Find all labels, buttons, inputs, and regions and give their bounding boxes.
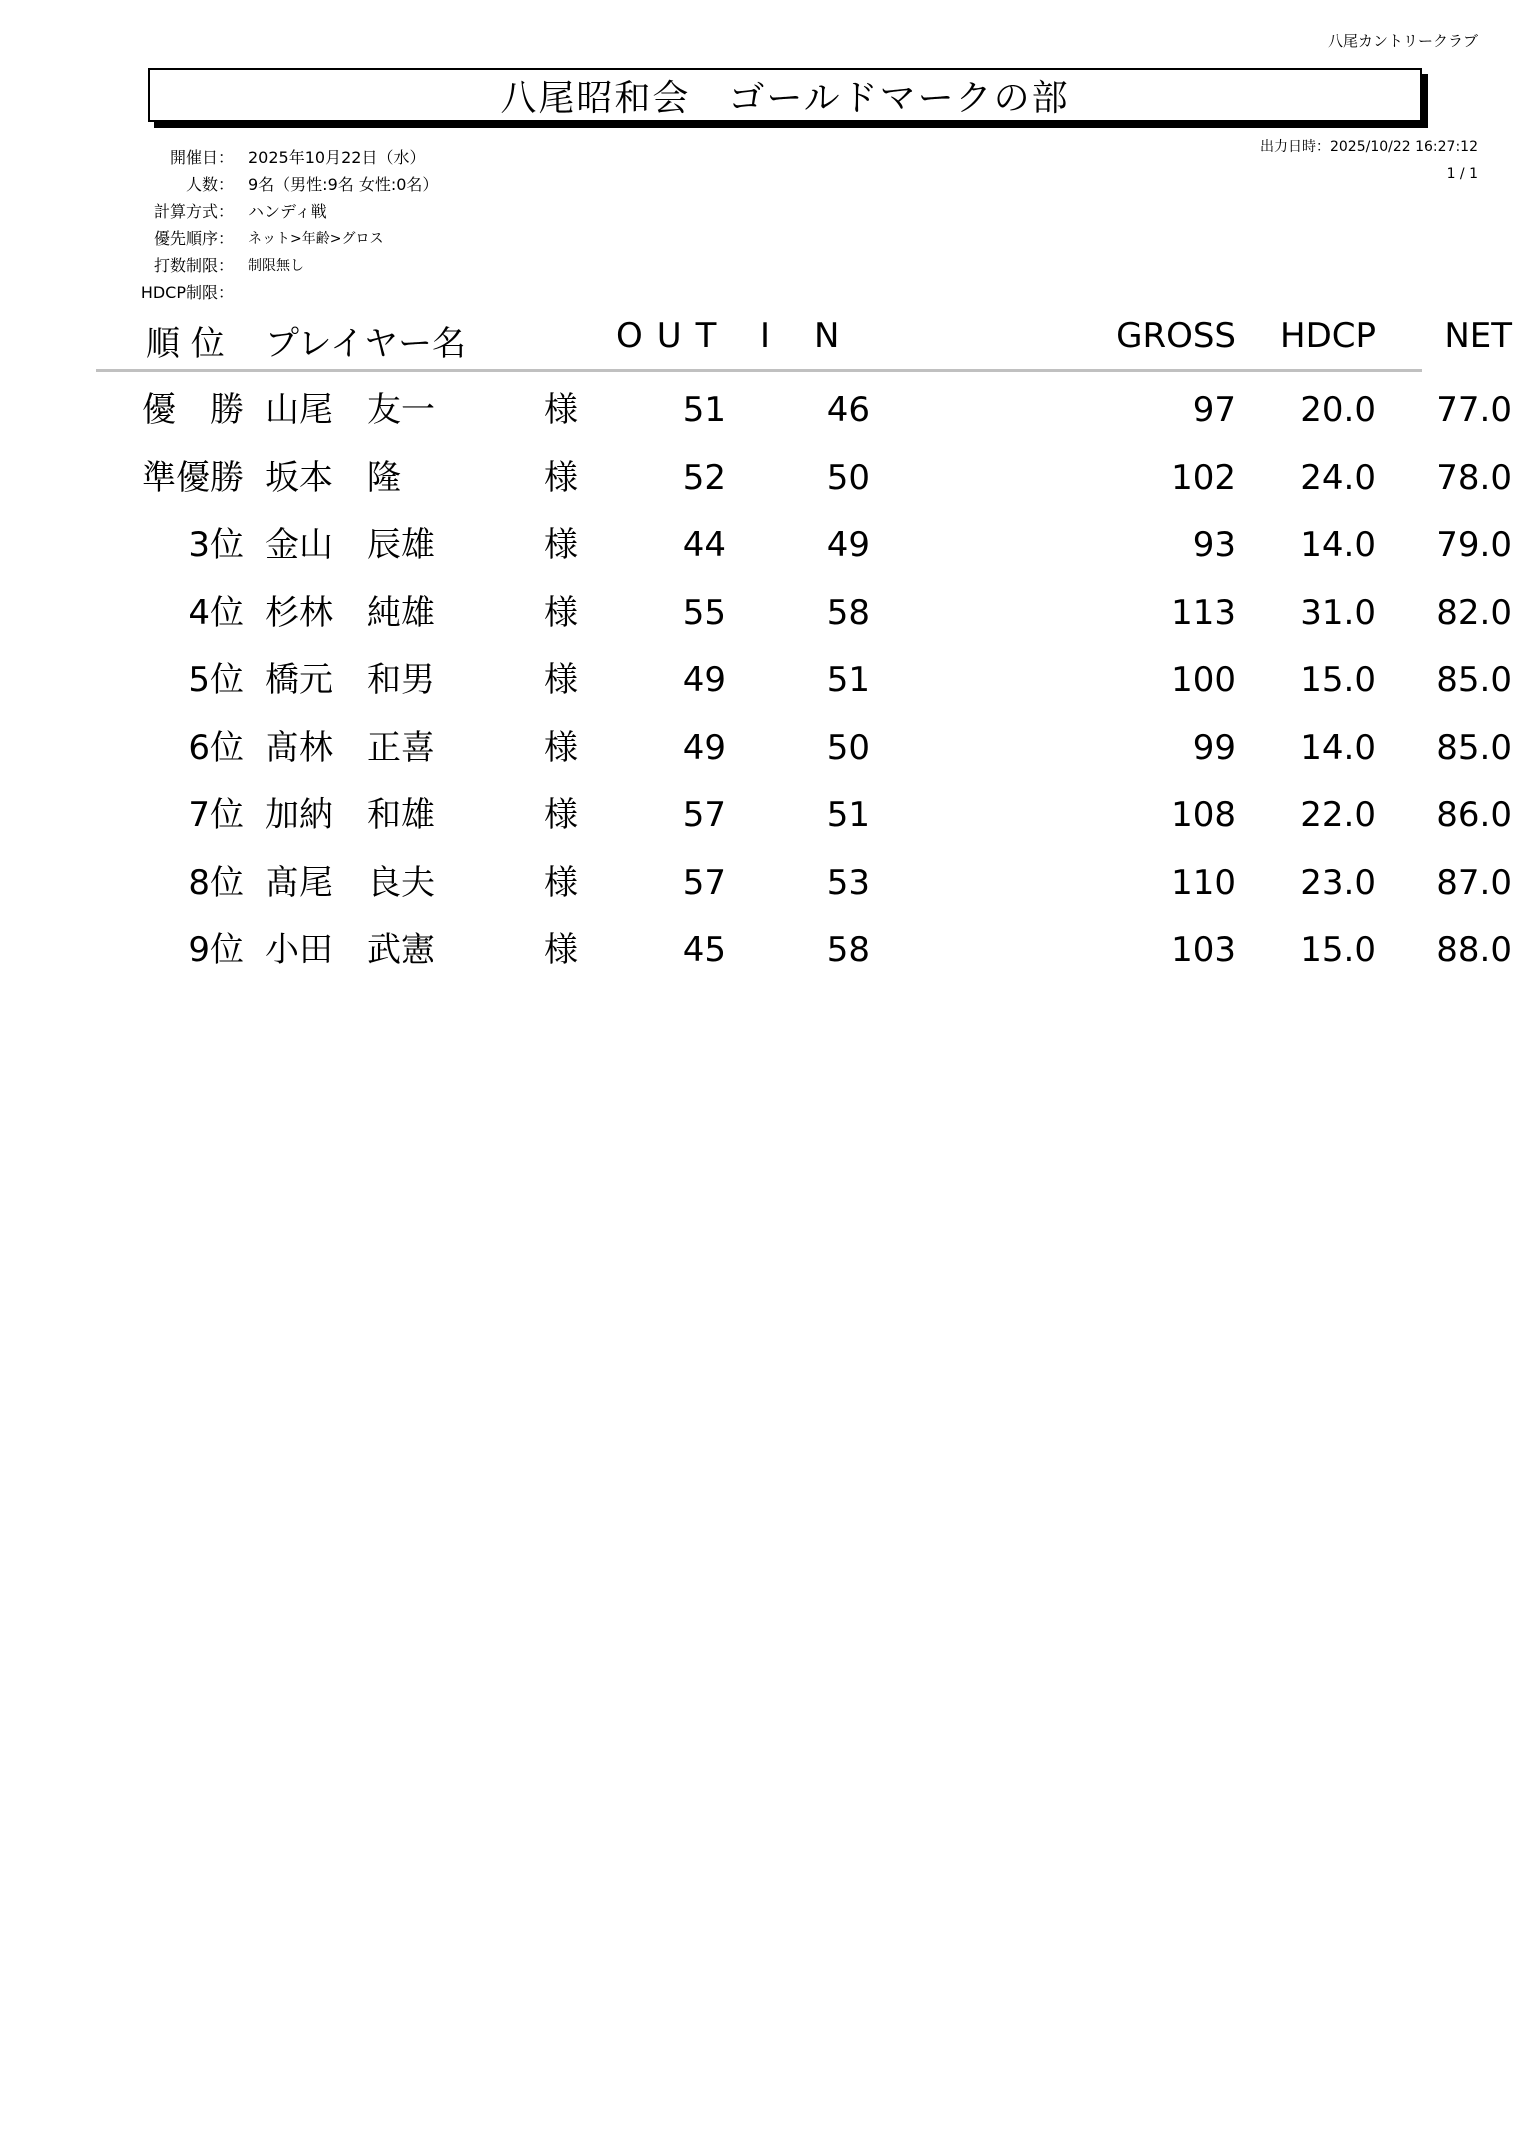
rank-cell: 9位 — [188, 930, 244, 970]
honorific-cell: 様 — [544, 795, 578, 835]
gross-cell: 108 — [1171, 795, 1236, 835]
meta-value: 制限無し — [248, 257, 304, 274]
gross-cell: 97 — [1192, 390, 1236, 430]
net-cell: 87.0 — [1436, 862, 1512, 903]
rank-cell: 6位 — [188, 727, 244, 768]
hdcp-cell: 14.0 — [1300, 525, 1376, 565]
net-cell: 88.0 — [1436, 930, 1512, 970]
in-cell: 50 — [826, 457, 870, 498]
hdcp-cell: 31.0 — [1300, 592, 1376, 633]
net-cell: 78.0 — [1436, 457, 1512, 498]
net-cell: 82.0 — [1436, 592, 1512, 633]
output-datetime: 出力日時：2025/10/22 16:27:12 — [1259, 139, 1478, 155]
event-meta — [130, 143, 438, 305]
header-net: NET — [1444, 316, 1512, 356]
net-cell: 77.0 — [1436, 390, 1512, 430]
in-cell: 51 — [826, 795, 870, 835]
player-name-cell: 髙林 正喜 — [265, 727, 435, 768]
player-name-cell: 杉林 純雄 — [265, 592, 435, 633]
hdcp-cell: 23.0 — [1300, 862, 1376, 903]
player-name-cell: 山尾 友一 — [265, 390, 435, 430]
in-cell: 58 — [826, 930, 870, 970]
club-name: 八尾カントリークラブ — [1327, 32, 1478, 50]
meta-label: 打数制限： — [153, 256, 234, 275]
hdcp-cell: 24.0 — [1300, 457, 1376, 498]
net-cell: 85.0 — [1436, 660, 1512, 700]
table-row — [96, 654, 1512, 722]
meta-priority — [130, 224, 438, 251]
rank-cell: 優 勝 — [142, 390, 244, 430]
table-row — [96, 452, 1512, 520]
meta-label: HDCP制限： — [140, 283, 234, 302]
honorific-cell: 様 — [544, 390, 578, 430]
rank-cell: 5位 — [188, 660, 244, 700]
header-out: OUT — [616, 316, 731, 356]
output-info — [1260, 134, 1478, 188]
gross-cell: 113 — [1171, 592, 1236, 633]
meta-value: ネット>年齢>グロス — [248, 230, 384, 247]
out-cell: 45 — [682, 930, 726, 970]
table-row — [96, 722, 1512, 790]
hdcp-cell: 22.0 — [1300, 795, 1376, 835]
in-cell: 53 — [826, 862, 870, 903]
out-cell: 52 — [682, 457, 726, 498]
results-header — [96, 316, 1512, 368]
table-row — [96, 857, 1512, 925]
out-cell: 57 — [682, 862, 726, 903]
header-divider — [96, 369, 1422, 372]
net-cell: 85.0 — [1436, 727, 1512, 768]
out-cell: 55 — [682, 592, 726, 633]
rank-cell: 7位 — [188, 795, 244, 835]
honorific-cell: 様 — [544, 727, 578, 768]
meta-stroke-limit — [130, 251, 438, 278]
rank-cell: 4位 — [188, 592, 244, 633]
honorific-cell: 様 — [544, 525, 578, 565]
meta-label: 人数： — [185, 175, 234, 194]
meta-date — [130, 143, 438, 170]
table-row — [96, 519, 1512, 587]
header-gross: GROSS — [1116, 316, 1236, 356]
header-rank: 順 位 — [146, 324, 225, 364]
out-cell: 57 — [682, 795, 726, 835]
header-player: プレイヤー名 — [265, 324, 466, 364]
meta-hdcp-limit — [130, 278, 438, 305]
in-cell: 46 — [826, 390, 870, 430]
net-cell: 79.0 — [1436, 525, 1512, 565]
in-cell: 58 — [826, 592, 870, 633]
in-cell: 51 — [826, 660, 870, 700]
player-name-cell: 橋元 和男 — [265, 660, 435, 700]
rank-cell: 8位 — [188, 862, 244, 903]
gross-cell: 100 — [1171, 660, 1236, 700]
in-cell: 50 — [826, 727, 870, 768]
rank-cell: 準優勝 — [142, 457, 244, 498]
meta-value: 9名（男性:9名 女性:0名） — [248, 175, 439, 194]
meta-count — [130, 170, 438, 197]
player-name-cell: 坂本 隆 — [265, 457, 401, 498]
page-number: 1 / 1 — [1446, 166, 1478, 182]
out-cell: 49 — [682, 660, 726, 700]
header-hdcp: HDCP — [1280, 316, 1376, 356]
honorific-cell: 様 — [544, 930, 578, 970]
honorific-cell: 様 — [544, 862, 578, 903]
net-cell: 86.0 — [1436, 795, 1512, 835]
header-in: IN — [760, 316, 884, 356]
player-name-cell: 髙尾 良夫 — [265, 862, 435, 903]
gross-cell: 93 — [1192, 525, 1236, 565]
player-name-cell: 金山 辰雄 — [265, 525, 435, 565]
honorific-cell: 様 — [544, 660, 578, 700]
table-row — [96, 789, 1512, 857]
meta-label: 優先順序： — [153, 229, 234, 248]
table-row — [96, 924, 1512, 992]
gross-cell: 110 — [1171, 862, 1236, 903]
in-cell: 49 — [826, 525, 870, 565]
gross-cell: 99 — [1192, 727, 1236, 768]
page-title — [148, 68, 1422, 122]
gross-cell: 102 — [1171, 457, 1236, 498]
hdcp-cell: 14.0 — [1300, 727, 1376, 768]
out-cell: 44 — [682, 525, 726, 565]
out-cell: 51 — [682, 390, 726, 430]
hdcp-cell: 20.0 — [1300, 390, 1376, 430]
hdcp-cell: 15.0 — [1300, 660, 1376, 700]
rank-cell: 3位 — [188, 525, 244, 565]
meta-method — [130, 197, 438, 224]
table-row — [96, 384, 1512, 452]
hdcp-cell: 15.0 — [1300, 930, 1376, 970]
table-row — [96, 587, 1512, 655]
honorific-cell: 様 — [544, 592, 578, 633]
honorific-cell: 様 — [544, 457, 578, 498]
meta-value: 2025年10月22日（水） — [248, 148, 426, 167]
gross-cell: 103 — [1171, 930, 1236, 970]
meta-label: 開催日： — [169, 148, 234, 167]
meta-value: ハンディ戦 — [248, 202, 327, 221]
out-cell: 49 — [682, 727, 726, 768]
page-title-text: 八尾昭和会 ゴールドマークの部 — [500, 77, 1070, 119]
player-name-cell: 小田 武憲 — [265, 930, 435, 970]
meta-label: 計算方式： — [153, 202, 234, 221]
results-table — [96, 384, 1512, 992]
player-name-cell: 加納 和雄 — [265, 795, 435, 835]
